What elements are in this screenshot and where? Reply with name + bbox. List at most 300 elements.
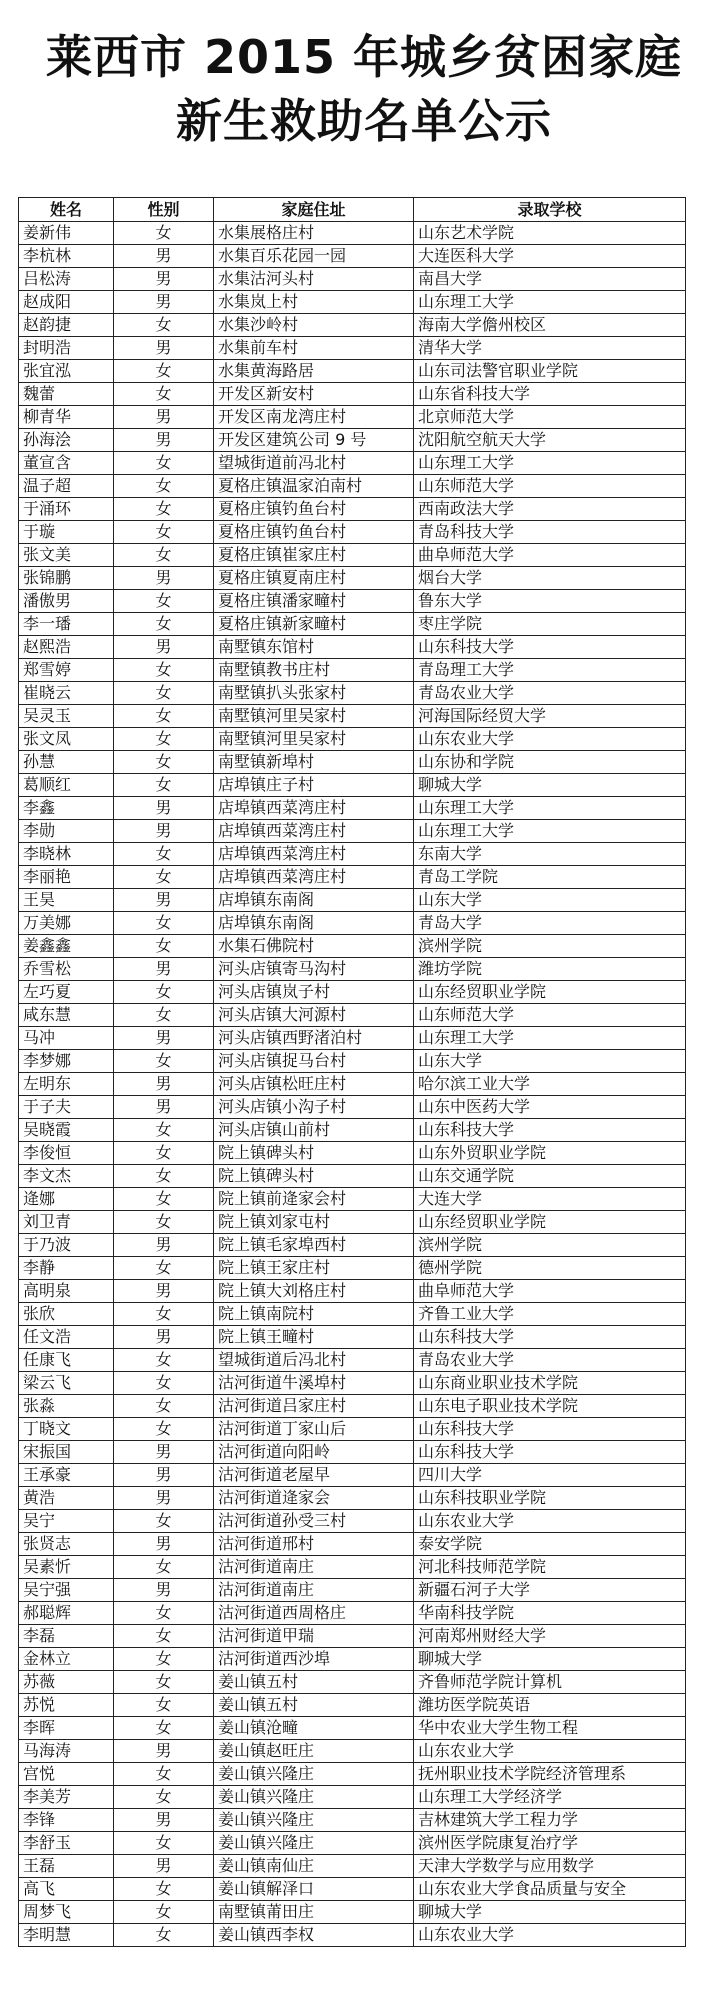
cell-school: 东南大学: [414, 843, 686, 866]
cell-school: 天津大学数学与应用数学: [414, 1855, 686, 1878]
table-body: [19, 222, 686, 1947]
table-row: [19, 1303, 686, 1326]
cell-address: 姜山镇解泽口: [214, 1878, 414, 1901]
cell-address: 南墅镇河里吴家村: [214, 728, 414, 751]
table-row: [19, 751, 686, 774]
cell-gender: 女: [114, 1763, 214, 1786]
table-row: [19, 659, 686, 682]
cell-name: 孙海浍: [19, 429, 114, 452]
cell-name: 李杭林: [19, 245, 114, 268]
cell-gender: 女: [114, 544, 214, 567]
cell-gender: 女: [114, 1050, 214, 1073]
cell-gender: 女: [114, 590, 214, 613]
cell-address: 望城街道后冯北村: [214, 1349, 414, 1372]
cell-gender: 女: [114, 843, 214, 866]
table-row: [19, 291, 686, 314]
cell-name: 王昊: [19, 889, 114, 912]
cell-gender: 女: [114, 613, 214, 636]
cell-address: 南墅镇莆田庄: [214, 1901, 414, 1924]
cell-school: 泰安学院: [414, 1533, 686, 1556]
cell-address: 店埠镇西菜湾庄村: [214, 843, 414, 866]
table-row: [19, 1004, 686, 1027]
cell-school: 齐鲁工业大学: [414, 1303, 686, 1326]
cell-gender: 男: [114, 636, 214, 659]
table-row: [19, 705, 686, 728]
cell-school: 山东外贸职业学院: [414, 1142, 686, 1165]
table-row: [19, 268, 686, 291]
page-subtitle: 新生救助名单公示: [176, 94, 552, 148]
cell-school: 山东商业职业技术学院: [414, 1372, 686, 1395]
table-row: [19, 912, 686, 935]
table-row: [19, 1326, 686, 1349]
cell-school: 山东农业大学: [414, 1510, 686, 1533]
cell-address: 姜山镇五村: [214, 1671, 414, 1694]
cell-gender: 女: [114, 1901, 214, 1924]
cell-school: 华中农业大学生物工程: [414, 1717, 686, 1740]
cell-address: 沽河街道孙受三村: [214, 1510, 414, 1533]
cell-gender: 女: [114, 705, 214, 728]
cell-name: 吴宁: [19, 1510, 114, 1533]
cell-school: 山东理工大学: [414, 820, 686, 843]
table-row: [19, 935, 686, 958]
cell-school: 山东艺术学院: [414, 222, 686, 245]
cell-name: 李舒玉: [19, 1832, 114, 1855]
cell-school: 清华大学: [414, 337, 686, 360]
table-row: [19, 314, 686, 337]
table-row: [19, 1257, 686, 1280]
cell-name: 姜新伟: [19, 222, 114, 245]
cell-address: 院上镇碑头村: [214, 1165, 414, 1188]
cell-school: 山东交通学院: [414, 1165, 686, 1188]
cell-name: 王承豪: [19, 1464, 114, 1487]
cell-address: 水集沙岭村: [214, 314, 414, 337]
cell-gender: 女: [114, 1165, 214, 1188]
table-row: [19, 1418, 686, 1441]
cell-name: 李梦娜: [19, 1050, 114, 1073]
column-header-gender: 性别: [114, 198, 214, 222]
cell-gender: 男: [114, 337, 214, 360]
cell-gender: 女: [114, 1556, 214, 1579]
cell-school: 山东理工大学经济学: [414, 1786, 686, 1809]
cell-name: 赵成阳: [19, 291, 114, 314]
cell-school: 山东理工大学: [414, 797, 686, 820]
table-row: [19, 590, 686, 613]
cell-school: 聊城大学: [414, 1901, 686, 1924]
table-row: [19, 1211, 686, 1234]
cell-gender: 女: [114, 1602, 214, 1625]
cell-gender: 女: [114, 935, 214, 958]
table-row: [19, 1556, 686, 1579]
cell-school: 山东经贸职业学院: [414, 981, 686, 1004]
cell-school: 沈阳航空航天大学: [414, 429, 686, 452]
cell-school: 滨州医学院康复治疗学: [414, 1832, 686, 1855]
cell-address: 姜山镇兴隆庄: [214, 1809, 414, 1832]
table-row: [19, 1027, 686, 1050]
cell-school: 山东师范大学: [414, 475, 686, 498]
cell-address: 院上镇大刘格庄村: [214, 1280, 414, 1303]
table-row: [19, 429, 686, 452]
cell-name: 吴灵玉: [19, 705, 114, 728]
cell-gender: 女: [114, 981, 214, 1004]
table-row: [19, 383, 686, 406]
cell-school: 新疆石河子大学: [414, 1579, 686, 1602]
cell-address: 河头店镇捉马台村: [214, 1050, 414, 1073]
cell-address: 河头店镇小沟子村: [214, 1096, 414, 1119]
cell-school: 鲁东大学: [414, 590, 686, 613]
table-header-row: [19, 198, 686, 222]
table-row: [19, 774, 686, 797]
cell-gender: 男: [114, 1855, 214, 1878]
cell-name: 周梦飞: [19, 1901, 114, 1924]
cell-address: 夏格庄镇夏南庄村: [214, 567, 414, 590]
cell-name: 李勋: [19, 820, 114, 843]
cell-address: 水集百乐花园一园: [214, 245, 414, 268]
cell-name: 于子夫: [19, 1096, 114, 1119]
cell-name: 潘傲男: [19, 590, 114, 613]
table-row: [19, 1073, 686, 1096]
cell-address: 水集前车村: [214, 337, 414, 360]
cell-address: 河头店镇山前村: [214, 1119, 414, 1142]
cell-address: 院上镇毛家埠西村: [214, 1234, 414, 1257]
cell-gender: 女: [114, 682, 214, 705]
cell-address: 南墅镇新埠村: [214, 751, 414, 774]
table-row: [19, 1188, 686, 1211]
cell-address: 南墅镇扒头张家村: [214, 682, 414, 705]
table-row: [19, 1717, 686, 1740]
cell-gender: 女: [114, 866, 214, 889]
cell-address: 沽河街道南庄: [214, 1556, 414, 1579]
cell-name: 李明慧: [19, 1924, 114, 1947]
cell-name: 张淼: [19, 1395, 114, 1418]
cell-school: 青岛农业大学: [414, 1349, 686, 1372]
table-row: [19, 1625, 686, 1648]
cell-name: 魏蕾: [19, 383, 114, 406]
cell-address: 姜山镇五村: [214, 1694, 414, 1717]
cell-gender: 女: [114, 475, 214, 498]
cell-name: 宫悦: [19, 1763, 114, 1786]
cell-school: 哈尔滨工业大学: [414, 1073, 686, 1096]
cell-address: 店埠镇西菜湾庄村: [214, 866, 414, 889]
table-row: [19, 1579, 686, 1602]
cell-address: 河头店镇松旺庄村: [214, 1073, 414, 1096]
table-row: [19, 1441, 686, 1464]
table-row: [19, 613, 686, 636]
page-title: 莱西市 2015 年城乡贫困家庭: [45, 30, 683, 84]
cell-gender: 男: [114, 1809, 214, 1832]
cell-name: 左明东: [19, 1073, 114, 1096]
table-row: [19, 1671, 686, 1694]
table-row: [19, 1648, 686, 1671]
cell-address: 院上镇前逄家会村: [214, 1188, 414, 1211]
cell-gender: 女: [114, 1671, 214, 1694]
cell-school: 潍坊医学院英语: [414, 1694, 686, 1717]
cell-name: 苏薇: [19, 1671, 114, 1694]
cell-name: 郝聪辉: [19, 1602, 114, 1625]
cell-name: 封明浩: [19, 337, 114, 360]
cell-name: 左巧夏: [19, 981, 114, 1004]
column-header-name: 姓名: [19, 198, 114, 222]
cell-gender: 女: [114, 521, 214, 544]
cell-name: 张文凤: [19, 728, 114, 751]
table-row: [19, 889, 686, 912]
cell-name: 张宜泓: [19, 360, 114, 383]
table-row: [19, 1740, 686, 1763]
cell-gender: 女: [114, 1924, 214, 1947]
cell-name: 逄娜: [19, 1188, 114, 1211]
cell-address: 院上镇南院村: [214, 1303, 414, 1326]
cell-school: 山东理工大学: [414, 1027, 686, 1050]
table-row: [19, 843, 686, 866]
cell-school: 山东科技职业学院: [414, 1487, 686, 1510]
table-row: [19, 245, 686, 268]
cell-gender: 女: [114, 314, 214, 337]
cell-gender: 女: [114, 1257, 214, 1280]
table-row: [19, 1855, 686, 1878]
cell-address: 河头店镇大河源村: [214, 1004, 414, 1027]
cell-address: 夏格庄镇钓鱼台村: [214, 498, 414, 521]
cell-school: 山东经贸职业学院: [414, 1211, 686, 1234]
cell-address: 夏格庄镇新家疃村: [214, 613, 414, 636]
cell-gender: 男: [114, 291, 214, 314]
table-row: [19, 1924, 686, 1947]
cell-school: 抚州职业技术学院经济管理系: [414, 1763, 686, 1786]
cell-gender: 女: [114, 222, 214, 245]
table-row: [19, 1487, 686, 1510]
cell-address: 水集展格庄村: [214, 222, 414, 245]
cell-address: 沽河街道南庄: [214, 1579, 414, 1602]
cell-school: 山东协和学院: [414, 751, 686, 774]
cell-school: 大连大学: [414, 1188, 686, 1211]
cell-gender: 男: [114, 1073, 214, 1096]
cell-school: 大连医科大学: [414, 245, 686, 268]
table-row: [19, 820, 686, 843]
cell-name: 张文美: [19, 544, 114, 567]
cell-address: 望城街道前冯北村: [214, 452, 414, 475]
table-row: [19, 1763, 686, 1786]
cell-school: 曲阜师范大学: [414, 1280, 686, 1303]
cell-address: 南墅镇河里吴家村: [214, 705, 414, 728]
cell-address: 店埠镇庄子村: [214, 774, 414, 797]
table-row: [19, 1395, 686, 1418]
cell-address: 姜山镇兴隆庄: [214, 1832, 414, 1855]
cell-gender: 女: [114, 452, 214, 475]
cell-name: 崔晓云: [19, 682, 114, 705]
table-row: [19, 567, 686, 590]
cell-school: 齐鲁师范学院计算机: [414, 1671, 686, 1694]
cell-address: 开发区建筑公司 9 号: [214, 429, 414, 452]
cell-address: 姜山镇沧疃: [214, 1717, 414, 1740]
cell-school: 枣庄学院: [414, 613, 686, 636]
cell-address: 河头店镇岚子村: [214, 981, 414, 1004]
column-header-address: 家庭住址: [214, 198, 414, 222]
cell-address: 姜山镇兴隆庄: [214, 1786, 414, 1809]
cell-gender: 男: [114, 1579, 214, 1602]
table-row: [19, 797, 686, 820]
cell-address: 姜山镇赵旺庄: [214, 1740, 414, 1763]
table-row: [19, 1809, 686, 1832]
cell-address: 院上镇刘家屯村: [214, 1211, 414, 1234]
cell-gender: 女: [114, 1717, 214, 1740]
cell-address: 水集黄海路居: [214, 360, 414, 383]
table-row: [19, 1050, 686, 1073]
cell-name: 李晓林: [19, 843, 114, 866]
cell-name: 李晖: [19, 1717, 114, 1740]
cell-name: 李锋: [19, 1809, 114, 1832]
table-row: [19, 406, 686, 429]
cell-gender: 女: [114, 774, 214, 797]
table-row: [19, 1602, 686, 1625]
cell-name: 李鑫: [19, 797, 114, 820]
cell-school: 青岛科技大学: [414, 521, 686, 544]
cell-school: 山东科技大学: [414, 636, 686, 659]
cell-name: 咸东慧: [19, 1004, 114, 1027]
cell-name: 吴素忻: [19, 1556, 114, 1579]
cell-gender: 女: [114, 1303, 214, 1326]
cell-address: 姜山镇南仙庄: [214, 1855, 414, 1878]
cell-name: 葛顺红: [19, 774, 114, 797]
cell-gender: 男: [114, 1027, 214, 1050]
cell-school: 山东大学: [414, 889, 686, 912]
cell-name: 梁云飞: [19, 1372, 114, 1395]
cell-name: 李静: [19, 1257, 114, 1280]
cell-name: 赵韵捷: [19, 314, 114, 337]
cell-address: 水集岚上村: [214, 291, 414, 314]
cell-school: 山东农业大学: [414, 728, 686, 751]
cell-school: 西南政法大学: [414, 498, 686, 521]
cell-name: 高飞: [19, 1878, 114, 1901]
cell-school: 山东农业大学: [414, 1924, 686, 1947]
cell-school: 青岛理工大学: [414, 659, 686, 682]
cell-name: 温子超: [19, 475, 114, 498]
cell-name: 王磊: [19, 1855, 114, 1878]
cell-address: 店埠镇西菜湾庄村: [214, 797, 414, 820]
cell-gender: 女: [114, 728, 214, 751]
cell-address: 沽河街道西沙埠: [214, 1648, 414, 1671]
cell-school: 山东农业大学食品质量与安全: [414, 1878, 686, 1901]
cell-school: 山东科技大学: [414, 1119, 686, 1142]
cell-address: 沽河街道吕家庄村: [214, 1395, 414, 1418]
table-row: [19, 1464, 686, 1487]
table-row: [19, 728, 686, 751]
cell-gender: 男: [114, 820, 214, 843]
cell-name: 李文杰: [19, 1165, 114, 1188]
cell-school: 烟台大学: [414, 567, 686, 590]
table-row: [19, 475, 686, 498]
cell-address: 姜山镇西李权: [214, 1924, 414, 1947]
cell-school: 滨州学院: [414, 935, 686, 958]
table-row: [19, 682, 686, 705]
cell-name: 吕松涛: [19, 268, 114, 291]
cell-name: 吴宁强: [19, 1579, 114, 1602]
cell-name: 任文浩: [19, 1326, 114, 1349]
cell-name: 丁晓文: [19, 1418, 114, 1441]
cell-address: 店埠镇东南阁: [214, 889, 414, 912]
cell-gender: 男: [114, 797, 214, 820]
cell-name: 万美娜: [19, 912, 114, 935]
table-row: [19, 1533, 686, 1556]
cell-school: 山东科技大学: [414, 1418, 686, 1441]
cell-name: 金林立: [19, 1648, 114, 1671]
cell-name: 张欣: [19, 1303, 114, 1326]
cell-gender: 女: [114, 498, 214, 521]
cell-address: 店埠镇西菜湾庄村: [214, 820, 414, 843]
cell-gender: 女: [114, 360, 214, 383]
cell-name: 张锦鹏: [19, 567, 114, 590]
cell-address: 沽河街道丁家山后: [214, 1418, 414, 1441]
cell-gender: 男: [114, 1533, 214, 1556]
cell-gender: 女: [114, 1878, 214, 1901]
cell-name: 李美芳: [19, 1786, 114, 1809]
cell-school: 山东农业大学: [414, 1740, 686, 1763]
aid-list-table: [18, 197, 686, 1947]
cell-address: 夏格庄镇钓鱼台村: [214, 521, 414, 544]
cell-school: 吉林建筑大学工程力学: [414, 1809, 686, 1832]
cell-name: 李一璠: [19, 613, 114, 636]
cell-school: 山东电子职业技术学院: [414, 1395, 686, 1418]
table-row: [19, 1234, 686, 1257]
cell-address: 开发区新安村: [214, 383, 414, 406]
cell-gender: 男: [114, 1441, 214, 1464]
cell-gender: 女: [114, 1510, 214, 1533]
cell-school: 德州学院: [414, 1257, 686, 1280]
cell-address: 沽河街道邢村: [214, 1533, 414, 1556]
table-row: [19, 360, 686, 383]
table-row: [19, 1901, 686, 1924]
cell-gender: 女: [114, 1372, 214, 1395]
cell-address: 沽河街道西周格庄: [214, 1602, 414, 1625]
cell-address: 院上镇碑头村: [214, 1142, 414, 1165]
cell-school: 山东中医药大学: [414, 1096, 686, 1119]
cell-address: 南墅镇东馆村: [214, 636, 414, 659]
cell-gender: 男: [114, 1096, 214, 1119]
cell-name: 苏悦: [19, 1694, 114, 1717]
cell-address: 沽河街道老屋早: [214, 1464, 414, 1487]
cell-school: 潍坊学院: [414, 958, 686, 981]
cell-address: 沽河街道向阳岭: [214, 1441, 414, 1464]
cell-gender: 女: [114, 1119, 214, 1142]
cell-school: 山东司法警官职业学院: [414, 360, 686, 383]
cell-school: 滨州学院: [414, 1234, 686, 1257]
cell-school: 华南科技学院: [414, 1602, 686, 1625]
cell-gender: 女: [114, 1349, 214, 1372]
cell-name: 孙慧: [19, 751, 114, 774]
cell-name: 马海涛: [19, 1740, 114, 1763]
cell-school: 河海国际经贸大学: [414, 705, 686, 728]
cell-gender: 男: [114, 1740, 214, 1763]
cell-school: 山东大学: [414, 1050, 686, 1073]
table-row: [19, 958, 686, 981]
table-row: [19, 222, 686, 245]
cell-gender: 女: [114, 659, 214, 682]
table-row: [19, 1510, 686, 1533]
table-row: [19, 544, 686, 567]
cell-gender: 女: [114, 912, 214, 935]
cell-name: 李丽艳: [19, 866, 114, 889]
cell-school: 山东省科技大学: [414, 383, 686, 406]
table-row: [19, 1165, 686, 1188]
cell-name: 任康飞: [19, 1349, 114, 1372]
table-row: [19, 1280, 686, 1303]
cell-gender: 男: [114, 406, 214, 429]
cell-address: 沽河街道逄家会: [214, 1487, 414, 1510]
table-row: [19, 337, 686, 360]
cell-name: 于涌环: [19, 498, 114, 521]
cell-gender: 女: [114, 1625, 214, 1648]
table-row: [19, 636, 686, 659]
cell-address: 水集沽河头村: [214, 268, 414, 291]
cell-name: 李磊: [19, 1625, 114, 1648]
cell-gender: 男: [114, 889, 214, 912]
